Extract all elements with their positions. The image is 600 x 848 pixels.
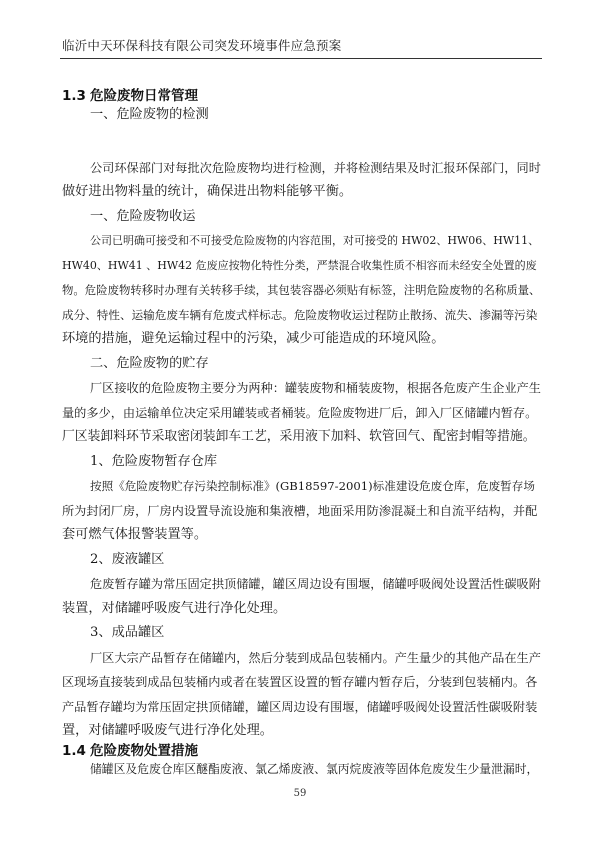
paragraph-line: 所为封闭厂房，厂房内设置导流设施和集液槽，地面采用防渗混凝土和自流平结构，并配 (62, 504, 538, 518)
item-heading-waste-tank: 2、废液罐区 (90, 552, 165, 567)
subheading-receive: 一、危险废物收运 (90, 209, 196, 224)
paragraph-line: HW40、HW41 、HW42 危废应按物化特性分类，严禁混合收集性质不相容而未经安全处置的废 (62, 259, 537, 272)
paragraph-line: 成分、特性、运输危废车辆有危废式样标志。危险废物收运过程防止散扬、流失、渗漏等污染 (62, 308, 538, 322)
paragraph-line: 量的多少，由运输单位决定采用罐装或者桶装。危险废物进厂后，卸入厂区储罐内暂存。 (62, 406, 538, 420)
paragraph-line: 做好进出物料量的统计，确保进出物料能够平衡。 (62, 184, 353, 199)
paragraph-line: 产品暂存罐均为常压固定拱顶储罐，罐区周边设有围堰，储罐呼吸阀处设置活性碳吸附装 (62, 700, 538, 714)
section-number: 1.3 (62, 88, 86, 104)
subheading-detection: 一、危险废物的检测 (90, 107, 209, 122)
item-heading-product-tank: 3、成品罐区 (90, 625, 165, 640)
paragraph-line: 按照《危险废物贮存污染控制标准》(GB18597-2001)标准建设危废仓库，危废暂存场 (90, 479, 535, 493)
paragraph-line: 物。危险废物转移时办理有关转移手续，其包装容器必须贴有标签，注明危险废物的名称质量、 (62, 283, 541, 297)
paragraph-line: 厂区大宗产品暂存在储罐内，然后分装到成品包装桶内。产生量少的其他产品在生产 (90, 651, 541, 665)
section-number: 1.4 (62, 743, 86, 759)
section-heading-1-4 (62, 739, 198, 759)
paragraph-line: 公司环保部门对每批次危险废物均进行检测，并将检测结果及时汇报环保部门，同时 (90, 161, 541, 175)
paragraph-line: 储罐区及危废仓库区醚酯废液、氯乙烯废液、氯丙烷废液等固体危废发生少量泄漏时， (90, 762, 539, 776)
item-heading-warehouse: 1、危险废物暂存仓库 (90, 454, 218, 469)
header-rule (60, 58, 542, 59)
paragraph-line: 装置，对储罐呼吸废气进行净化处理。 (62, 601, 287, 616)
section-title: 危险废物处置措施 (90, 743, 198, 759)
document-header: 临沂中天环保科技有限公司突发环境事件应急预案 (62, 38, 342, 53)
section-title: 危险废物日常管理 (90, 88, 198, 104)
paragraph-line: 公司已明确可接受和不可接受危险废物的内容范围，对可接受的 HW02、HW06、HW11、 (90, 234, 540, 247)
section-heading-1-3 (62, 84, 198, 104)
paragraph-line: 厂区装卸料环节采取密闭装卸车工艺，采用液下加料、软管回气、配密封帽等措施。 (62, 429, 536, 444)
paragraph-line: 环境的措施，避免运输过程中的污染，减少可能造成的环境风险。 (62, 331, 445, 346)
paragraph-line: 区现场直接装到成品包装桶内或者在装置区设置的暂存罐内暂存后，分装到包装桶内。各 (62, 675, 538, 689)
page-number: 59 (293, 788, 307, 799)
paragraph-line: 危废暂存罐为常压固定拱顶储罐，罐区周边设有围堰，储罐呼吸阀处设置活性碳吸附 (90, 577, 541, 591)
paragraph-line: 套可燃气体报警装置等。 (62, 527, 208, 542)
paragraph-line: 厂区接收的危险废物主要分为两种：罐装废物和桶装废物，根据各危废产生企业产生 (90, 381, 541, 395)
paragraph-line: 置，对储罐呼吸废气进行净化处理。 (62, 723, 273, 738)
subheading-storage: 二、危险废物的贮存 (90, 356, 209, 371)
